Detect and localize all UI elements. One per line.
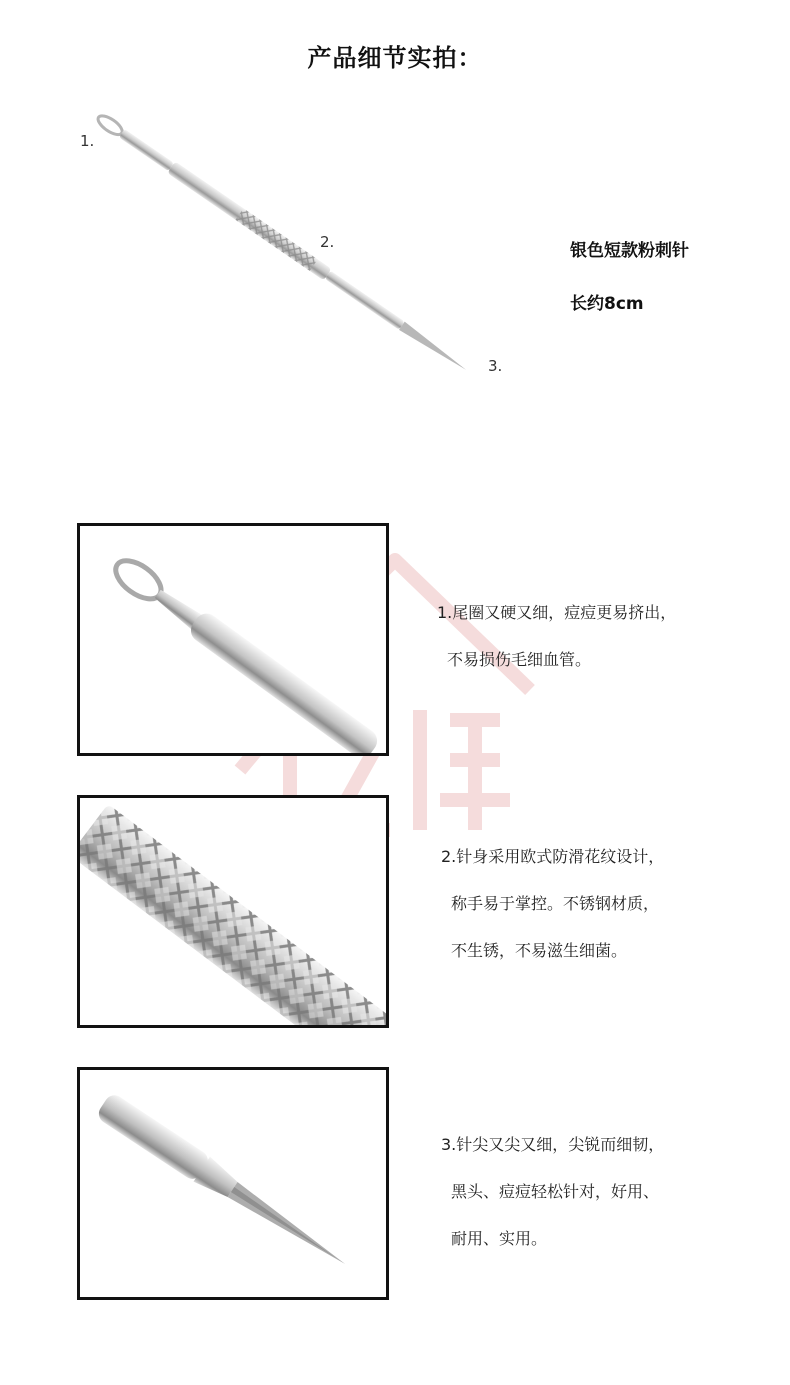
marker-2: 2. xyxy=(320,233,335,251)
detail-1-line-1: 1.尾圈又硬又细，痘痘更易挤出， xyxy=(437,603,677,622)
detail-text-loop xyxy=(437,589,676,683)
detail-text-tip xyxy=(441,1121,664,1262)
detail-text-handle xyxy=(441,833,664,974)
marker-3: 3. xyxy=(488,357,503,375)
product-length: 长约8cm xyxy=(570,294,644,314)
detail-3-line-3: 耐用、实用。 xyxy=(451,1229,548,1248)
extractor-tool-image xyxy=(70,110,530,400)
detail-2-line-3: 不生锈，不易滋生细菌。 xyxy=(451,941,628,960)
detail-3-line-2: 黑头、痘痘轻松针对，好用、 xyxy=(451,1182,660,1201)
detail-1-line-2: 不易损伤毛细血管。 xyxy=(447,650,592,669)
detail-2-line-1: 2.针身采用欧式防滑花纹设计， xyxy=(441,847,665,866)
detail-photo-tip xyxy=(77,1067,389,1300)
page-title: 产品细节实拍： xyxy=(307,44,483,72)
product-name: 银色短款粉刺针 xyxy=(570,241,689,261)
marker-1: 1. xyxy=(80,132,95,150)
detail-3-line-1: 3.针尖又尖又细，尖锐而细韧， xyxy=(441,1135,665,1154)
detail-2-line-2: 称手易于掌控。不锈钢材质， xyxy=(451,894,660,913)
detail-photo-handle xyxy=(77,795,389,1028)
detail-photo-loop xyxy=(77,523,389,756)
